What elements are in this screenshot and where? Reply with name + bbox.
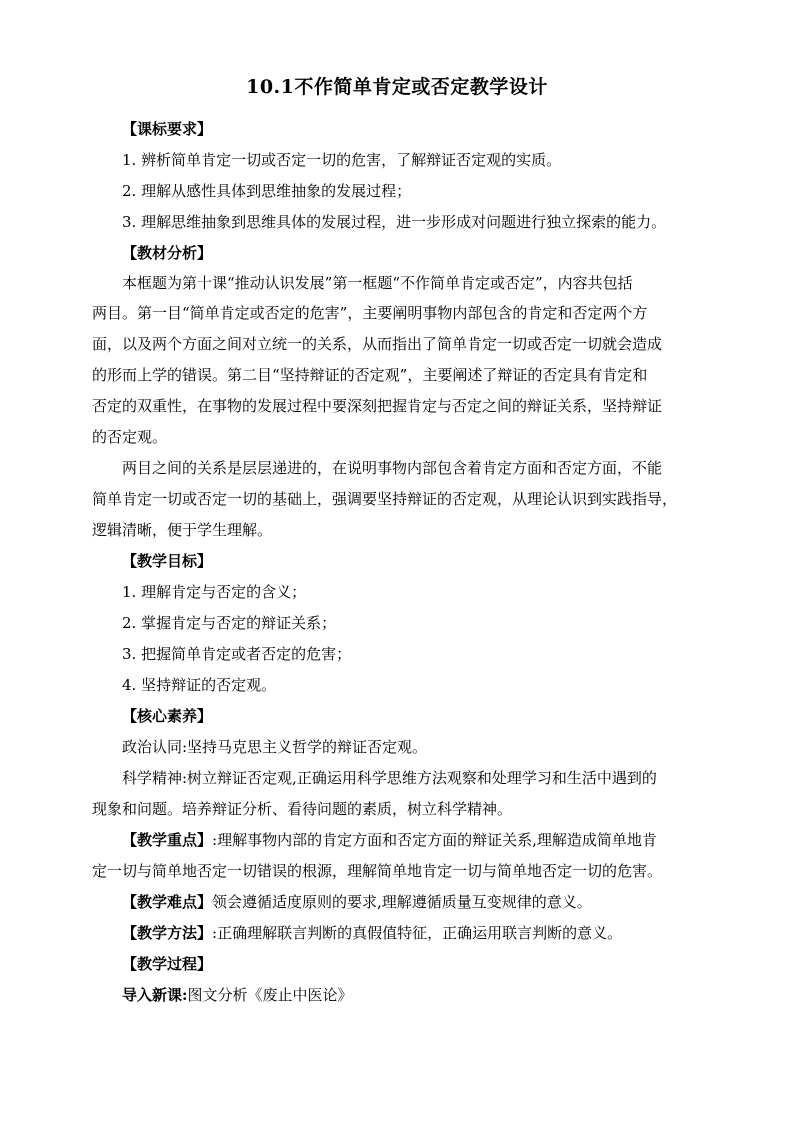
process-intro-label: 导入新课:	[122, 986, 188, 1004]
section-heading-methods: 【教学方法】	[122, 924, 213, 942]
goal-item-4: 4. 坚持辩证的否定观。	[122, 676, 277, 694]
section-heading-goals: 【教学目标】	[122, 552, 213, 570]
key-points-text: :理解事物内部的肯定方面和否定方面的辩证关系,理解造成简单地肯	[212, 831, 657, 849]
section-heading-process: 【教学过程】	[122, 955, 213, 973]
section-heading-difficulties: 【教学难点】	[122, 893, 213, 911]
difficulties-text: 领会遵循适度原则的要求,理解遵循质量互变规律的意义。	[212, 893, 592, 911]
methods-line	[122, 923, 622, 943]
section-heading-analysis: 【教材分析】	[122, 244, 213, 262]
curriculum-item-2: 2. 理解从感性具体到思维抽象的发展过程；	[122, 182, 412, 200]
goal-item-1: 1. 理解肯定与否定的含义；	[122, 583, 307, 601]
goal-item-2: 2. 掌握肯定与否定的辩证关系；	[122, 614, 337, 632]
process-intro-line	[122, 985, 353, 1005]
key-points-line-2: 定一切与简单地否定一切错误的根源，理解简单地肯定一切与简单地否定一切的危害。	[92, 862, 663, 880]
section-heading-curriculum: 【课标要求】	[122, 120, 213, 138]
literacy-line: 现象和问题。培养辩证分析、看待问题的素质，树立科学精神。	[92, 800, 513, 818]
difficulties-line	[122, 892, 592, 912]
goal-item-3: 3. 把握简单肯定或者否定的危害；	[122, 645, 352, 663]
analysis-line: 的形而上学的错误。第二目“坚持辩证的否定观”，主要阐述了辩证的否定具有肯定和	[92, 366, 648, 384]
methods-text: :正确理解联言判断的真假值特征，正确运用联言判断的意义。	[212, 924, 623, 942]
analysis-line: 本框题为第十课“推动认识发展”第一框题“不作简单肯定或否定”，内容共包括	[122, 274, 633, 292]
curriculum-item-3: 3. 理解思维抽象到思维具体的发展过程，进一步形成对问题进行独立探索的能力。	[122, 213, 667, 231]
analysis-line: 两目。第一目“简单肯定或否定的危害”，主要阐明事物内部包含的肯定和否定两个方	[92, 304, 648, 322]
literacy-line: 科学精神:树立辩证否定观,正确运用科学思维方法观察和处理学习和生活中遇到的	[122, 769, 657, 787]
section-heading-literacy: 【核心素养】	[122, 707, 213, 725]
analysis-line: 面，以及两个方面之间对立统一的关系，从而指出了简单肯定一切或否定一切就会造成	[92, 335, 663, 353]
analysis-line: 简单肯定一切或否定一切的基础上，强调要坚持辩证的否定观，从理论认识到实践指导，	[92, 490, 678, 508]
key-points-line-1	[122, 830, 657, 850]
process-intro-text: 图文分析《废止中医论》	[187, 986, 353, 1004]
analysis-line: 否定的双重性，在事物的发展过程中要深刻把握肯定与否定之间的辩证关系，坚持辩证	[92, 397, 663, 415]
literacy-line: 政治认同:坚持马克思主义哲学的辩证否定观。	[122, 738, 428, 756]
curriculum-item-1: 1. 辨析简单肯定一切或否定一切的危害，了解辩证否定观的实质。	[122, 151, 562, 169]
document-title: 10.1不作简单肯定或否定教学设计	[246, 76, 548, 98]
analysis-line: 逻辑清晰，便于学生理解。	[92, 521, 273, 539]
section-heading-key-points: 【教学重点】	[122, 831, 213, 849]
analysis-line: 两目之间的关系是层层递进的，在说明事物内部包含着肯定方面和否定方面，不能	[122, 459, 663, 477]
analysis-line: 的否定观。	[92, 428, 168, 446]
